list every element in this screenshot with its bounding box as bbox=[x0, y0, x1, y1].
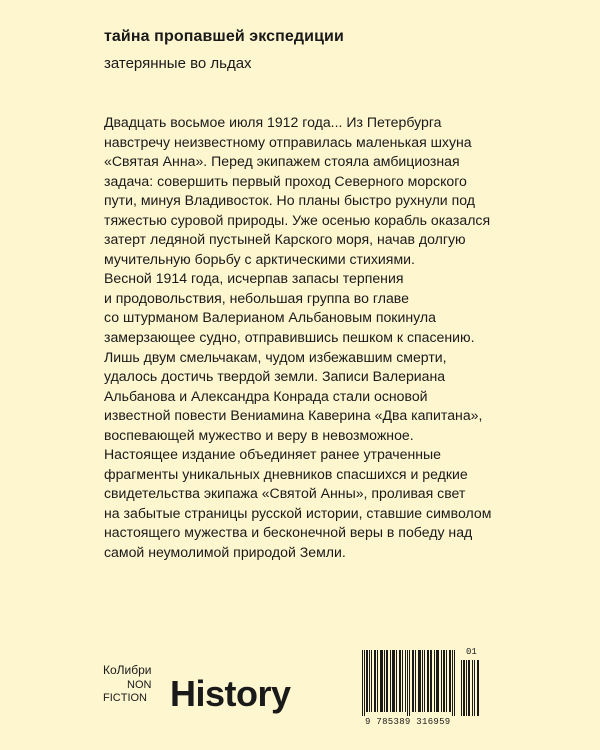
annotation-line: затерт ледяной пустыней Карского моря, начав долгую bbox=[104, 231, 466, 248]
annotation-line: известной повести Вениамина Каверина «Два капитана», bbox=[104, 407, 483, 424]
annotation-line: замерзающее судно, отправившись пешком к спасению. bbox=[104, 329, 475, 346]
isbn-digits: 9 785389 316959 bbox=[365, 717, 451, 727]
cover-title: тайна пропавшей экспедиции bbox=[104, 28, 344, 45]
annotation-line: удалось достичь твердой земли. Записи Валериана bbox=[104, 368, 446, 385]
annotation-line: навстречу неизвестному отправилась маленькая шхуна bbox=[104, 133, 472, 150]
annotation-line: фрагменты уникальных дневников спасшихся и редкие bbox=[104, 465, 468, 482]
annotation-line: Лишь двум смельчакам, чудом избежавшим смерти, bbox=[104, 348, 447, 365]
publisher-name: КоЛибри bbox=[103, 663, 152, 677]
series-label bbox=[103, 679, 151, 705]
annotation-line: со штурманом Валерианом Альбановым покинула bbox=[104, 309, 436, 326]
annotation-line: воспевающей мужество и веру в невозможное. bbox=[104, 426, 414, 443]
barcode-addon-digits: 01 bbox=[466, 647, 477, 657]
annotation-line: Настоящее издание объединяет ранее утраченные bbox=[104, 446, 442, 463]
series-fiction: FICTION bbox=[103, 692, 147, 704]
annotation-line: настоящего мужества и бесконечной веры в победу над bbox=[104, 524, 473, 541]
annotation-line: Весной 1914 года, исчерпав запасы терпения bbox=[104, 270, 404, 287]
annotation-line: пути, минуя Владивосток. Но планы быстро рухнули под bbox=[104, 192, 475, 209]
annotation-line: Двадцать восьмое июля 1912 года... Из Петербурга bbox=[104, 114, 442, 130]
series-history: History bbox=[170, 673, 291, 714]
cover-subtitle: затерянные во льдах bbox=[104, 55, 252, 72]
annotation-text bbox=[104, 113, 504, 563]
annotation-line: «Святая Анна». Перед экипажем стояла амбициозная bbox=[104, 153, 460, 170]
annotation-line: Альбанова и Александра Конрада стали основой bbox=[104, 387, 428, 404]
annotation-line: свидетельства экипажа «Святой Анны», проливая свет bbox=[104, 485, 466, 502]
annotation-line: и продовольствия, небольшая группа во главе bbox=[104, 289, 409, 306]
series-non: NON bbox=[127, 679, 152, 691]
annotation-line: тяжестью суровой природы. Уже осенью корабль оказался bbox=[104, 211, 491, 228]
publisher-logo bbox=[103, 664, 313, 724]
annotation-line: самой неумолимой природой Земли. bbox=[104, 544, 346, 561]
annotation-line: на забытые страницы русской истории, ставшие символом bbox=[104, 504, 492, 521]
annotation-line: мучительную борьбу с арктическими стихиями. bbox=[104, 250, 415, 267]
annotation-line: задача: совершить первый проход Северного морского bbox=[104, 172, 467, 189]
